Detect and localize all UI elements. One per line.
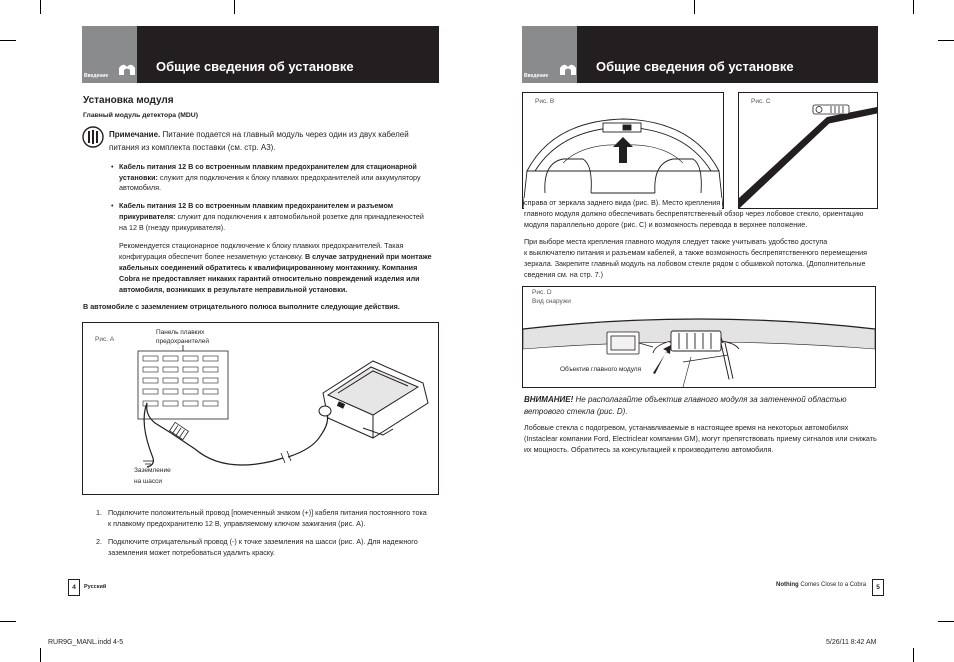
fuse-panel — [138, 345, 228, 419]
crop-mark — [40, 0, 41, 14]
page-title: Общие сведения об установке — [596, 59, 794, 74]
power-cable — [144, 403, 327, 467]
note-icon — [82, 126, 104, 148]
warning-line-2: ветрового стекла (рис. D). — [524, 407, 628, 416]
para3-line-3: их мощность. Обратитесь за консультацией к производителю автомобиля. — [524, 445, 774, 454]
warning-line-1: ВНИМАНИЕ! Не располагайте объектив главного модуля за затененной областью — [524, 395, 847, 404]
warning-label: ВНИМАНИЕ! — [524, 395, 574, 404]
page-number-right: 5 — [872, 579, 884, 596]
cobra-logo-icon — [559, 62, 577, 76]
crop-mark — [0, 40, 16, 41]
arrow-up-icon — [613, 137, 633, 163]
crop-mark — [694, 0, 695, 14]
figure-a — [82, 322, 439, 495]
para2-line-2: к выключателю питания и разъемам кабелей, а также возможность беспрепятственного перемещения — [524, 248, 868, 257]
step-1-line-1: Подключите положительный провод [помеченный знаком (+)] кабеля питания постоянного тока — [108, 508, 427, 517]
page-number-left: 4 — [68, 579, 80, 596]
ground-label-1: Заземление — [134, 467, 171, 474]
para2-line-3: зеркала. Закрепите главный модуль на лобовом стекле рядом с обшивкой потолка. (Дополнительные — [524, 259, 866, 268]
bullet-marker: • — [111, 201, 114, 210]
recommend-line-2: конфигурация обеспечит более незаметную установку. В случае затруднений при монтаже — [119, 252, 432, 261]
note-line-1: Примечание. Питание подается на главный модуль через один из двух кабелей — [109, 130, 409, 139]
para2-line-1: При выборе места крепления главного модуля следует также учитывать удобство доступа — [524, 237, 828, 246]
file-slug: RUR9G_MANL.indd 4-5 — [48, 639, 124, 646]
para2-line-4: сведения см. на стр. 7.) — [524, 270, 603, 279]
language-label: Русский — [84, 584, 107, 590]
figure-c-drawing — [739, 93, 877, 208]
note-line-2: питания из комплекта поставки (см. стр. А3). — [109, 143, 276, 152]
bullet-1-line-1: Кабель питания 12 В со встроенным плавким предохранителем для стационарной — [119, 162, 417, 171]
cobra-logo-icon — [118, 62, 136, 76]
step-1-num: 1. — [96, 508, 102, 517]
figure-c-label: Рис. C — [751, 98, 771, 105]
recommend-line-5: автомобиля, возникших в результате неправильной установки. — [119, 285, 348, 294]
step-1-line-2: к плавкому предохранителю 12 В, управляемому ключом зажигания (рис. A). — [108, 519, 366, 528]
section-tab-label: Введение — [84, 73, 109, 79]
figure-d — [522, 286, 876, 388]
recommend-line-1: Рекомендуется стационарное подключение к блоку плавких предохранителей. Такая — [119, 241, 404, 250]
para1-line-2: главного модуля должно обеспечивать беспрепятственный обзор через лобовое стекло, ориентацию — [524, 209, 864, 218]
figure-a-label: Рис. A — [95, 336, 115, 343]
step-2-line-1: Подключите отрицательный провод (-) к точке заземления на шасси (рис. A). Для надежного — [108, 537, 418, 546]
bullet-1-line-3: автомобиля. — [119, 183, 162, 192]
crop-mark — [0, 621, 16, 622]
detector-side-icon — [813, 105, 849, 114]
recommend-line-4: Cobra не предоставляет никаких гарантий относительно повреждений изделия или — [119, 274, 420, 283]
para1-line-3: модуля параллельно дороге (рис. C) и возможность перевода в верхнее положение. — [524, 220, 808, 229]
para3-line-2: (Instaclear компании Ford, Electriclear компании GM), могут препятствовать приему сигналов или снижать — [524, 434, 877, 443]
step-2-num: 2. — [96, 537, 102, 546]
crop-mark — [913, 0, 914, 14]
para3-line-1: Лобовые стекла с подогревом, устанавливаемые в настоящее время на некоторых автомобилях — [524, 423, 849, 432]
tagline: Nothing Comes Close to a Cobra — [776, 582, 867, 588]
crop-mark — [40, 648, 41, 662]
date-slug: 5/26/11 8:42 AM — [826, 639, 877, 646]
figure-b-drawing — [523, 93, 723, 208]
figure-c — [738, 92, 878, 209]
inline-fuse — [170, 422, 189, 439]
recommend-line-3: кабельных соединений обратитесь к квалифицированному монтажнику. Компания — [119, 263, 418, 272]
note-label: Примечание. — [109, 130, 161, 139]
lens-label: Объектив главного модуля — [560, 366, 642, 373]
crop-mark — [913, 648, 914, 662]
ground-heading: В автомобиле с заземлением отрицательного полюса выполните следующие действия. — [83, 302, 400, 311]
para1-line-1: справа от зеркала заднего вида (рис. B). Место крепления — [524, 198, 721, 207]
crop-mark — [938, 40, 954, 41]
figure-b — [522, 92, 724, 209]
bullet-1-line-2: установки: служит для подключения к блоку плавких предохранителей или аккумулятору — [119, 173, 421, 182]
detector-module — [319, 361, 428, 438]
figure-d-label: Рис. D — [532, 289, 552, 296]
bullet-2-line-1: Кабель питания 12 В со встроенным плавким предохранителем и разъемом — [119, 201, 394, 210]
figure-a-drawing — [83, 323, 438, 494]
figure-d-sublabel: Вид снаружи — [532, 298, 571, 305]
bullet-marker: • — [111, 162, 114, 171]
fuse-panel-label-2: предохранителей — [156, 338, 209, 345]
section-title: Установка модуля — [83, 95, 174, 106]
ground-label-2: на шасси — [134, 478, 162, 485]
crop-mark — [234, 0, 235, 14]
bullet-2-line-3: на 12 В (гнезду прикуривателя). — [119, 223, 226, 232]
bullet-2-line-2: прикуривателя: служит для подключения к автомобильной розетке для принадлежностей — [119, 212, 424, 221]
section-tab-label: Введение — [524, 73, 549, 79]
fuse-panel-label-1: Панель плавких — [156, 329, 205, 336]
page-title: Общие сведения об установке — [156, 59, 354, 74]
subsection-title: Главный модуль детектора (MDU) — [83, 112, 198, 119]
crop-mark — [938, 621, 954, 622]
figure-b-label: Рис. B — [535, 98, 555, 105]
step-2-line-2: заземления может потребоваться удалить краску. — [108, 548, 275, 557]
